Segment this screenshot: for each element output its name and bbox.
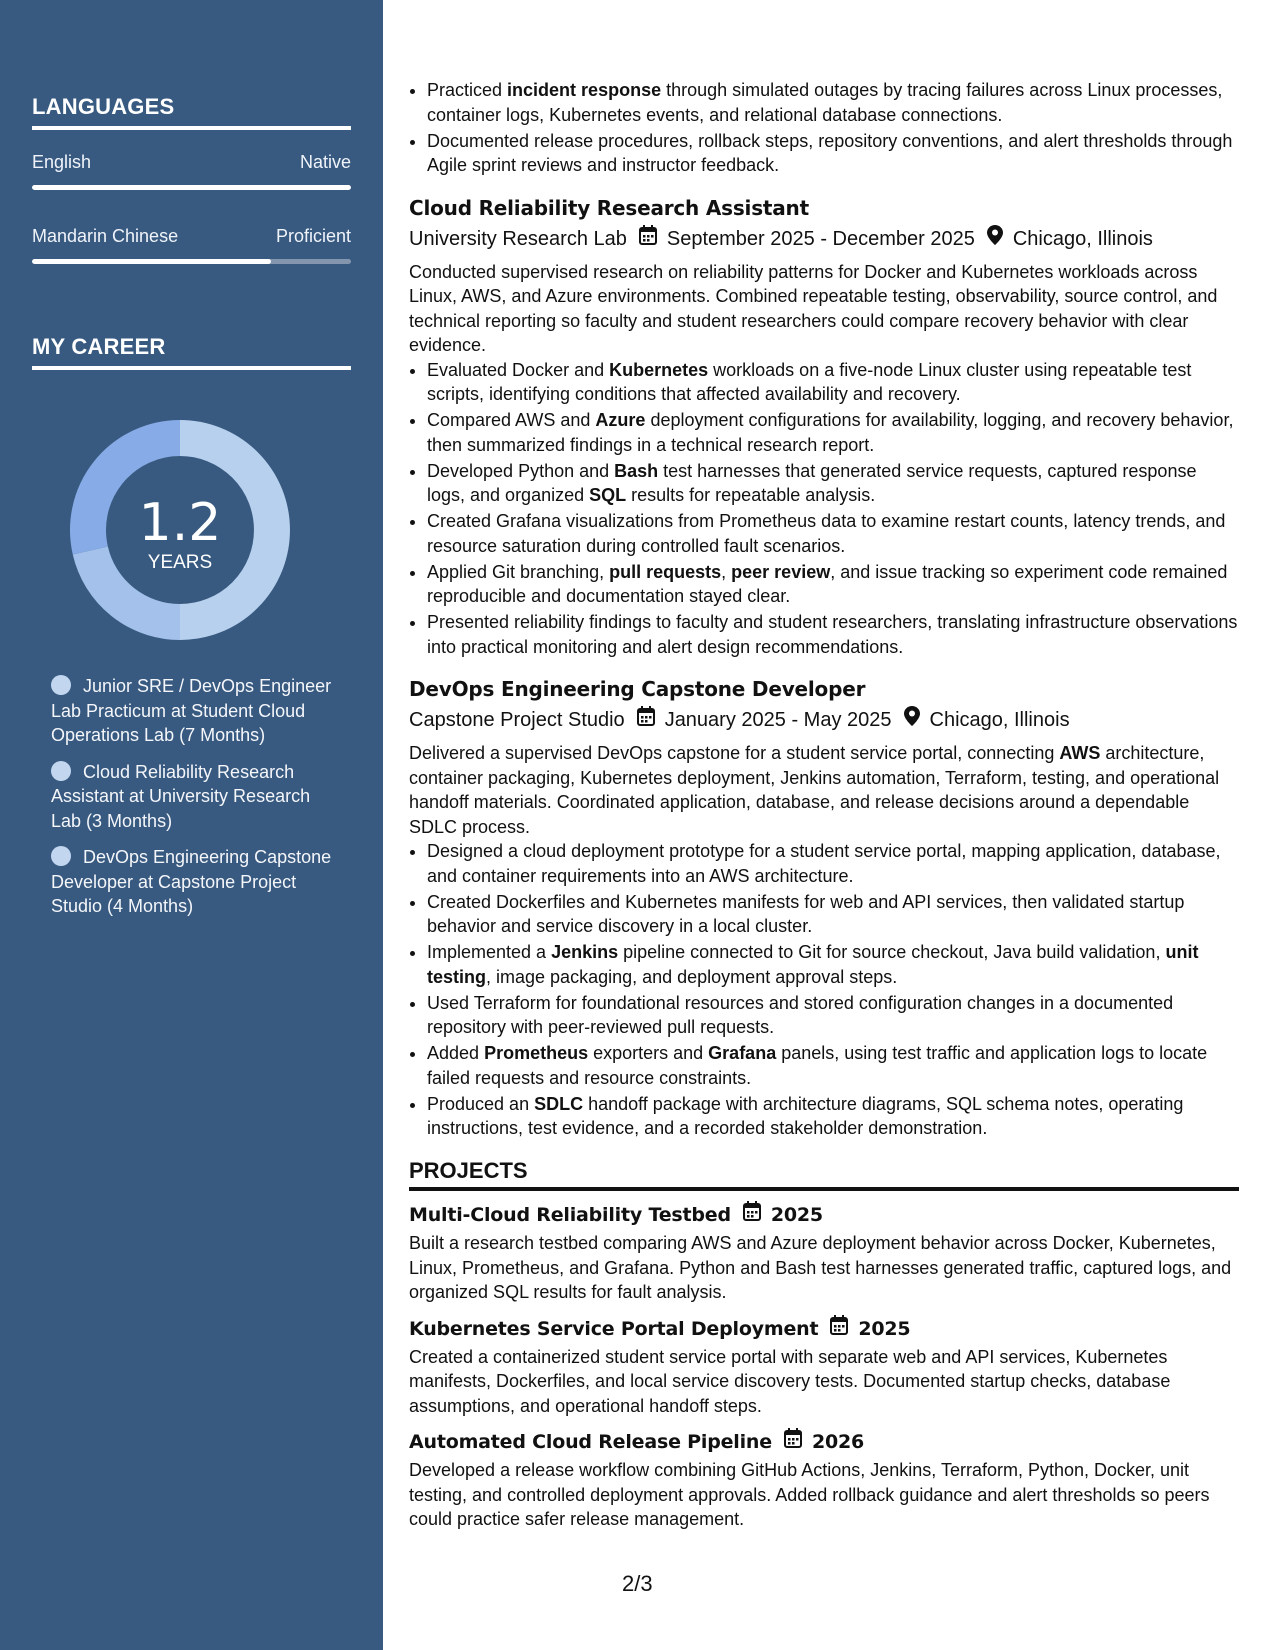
project-entry <box>409 1315 1239 1419</box>
language-item <box>32 152 351 190</box>
bullet-item: • Evaluated Docker and Kubernetes workloads on a five-node Linux cluster using repeatable test scripts, identifying conditions that affected availability and recovery. <box>427 358 1239 407</box>
language-proficiency-fill <box>32 259 271 264</box>
job-dates: September 2025 - December 2025 <box>666 227 975 250</box>
language-item <box>32 226 351 264</box>
project-description: Created a containerized student service portal with separate web and API services, Kubernetes manifests, Dockerfiles, and local service discovery tests. Documented startup checks, database assumptions, and operational handoff steps. <box>409 1346 1171 1416</box>
bullet-item: • Used Terraform for foundational resources and stored configuration changes in a documented repository with peer-reviewed pull requests. <box>427 991 1239 1040</box>
calendar-icon <box>830 1315 848 1343</box>
bullet-dot-icon <box>51 675 71 695</box>
job-location: Chicago, Illinois <box>1012 227 1153 250</box>
job-description: Delivered a supervised DevOps capstone for a student service portal, connecting AWS architecture, container packaging, Kubernetes deployment, Jenkins automation, Terraform, testing, and operational handoff materials. Coordinated application, database, and release decisions around a dependable SDLC process. <box>409 743 1220 837</box>
project-description: Developed a release workflow combining GitHub Actions, Jenkins, Terraform, Python, Docker, unit testing, and controlled deployment approvals. Added rollback guidance and alert thresholds so peers could practice safer release management. <box>409 1460 1210 1529</box>
experience-continued-bullets <box>409 78 1239 178</box>
bullet-item: • Created Dockerfiles and Kubernetes manifests for web and API services, then validated startup behavior and service discovery in a local cluster. <box>427 890 1239 939</box>
career-list <box>51 674 336 931</box>
project-title-row <box>409 1315 1239 1343</box>
project-year: 2026 <box>811 1431 865 1453</box>
bullet-item: • Added Prometheus exporters and Grafana panels, using test traffic and application logs to locate failed requests and resource constraints. <box>427 1041 1239 1090</box>
job-meta <box>409 706 1239 734</box>
career-years-value: 1.2 <box>138 493 222 553</box>
career-item: Cloud Reliability Research Assistant at University Research Lab (3 Months) <box>51 761 311 831</box>
language-name: Mandarin Chinese <box>32 226 179 246</box>
career-heading: MY CAREER <box>32 334 351 370</box>
language-proficiency-bar <box>32 185 351 190</box>
job-bullets <box>409 839 1239 1141</box>
job-org: University Research Lab <box>409 227 627 250</box>
job-title: Cloud Reliability Research Assistant <box>409 195 809 220</box>
project-title: Automated Cloud Release Pipeline <box>409 1431 772 1453</box>
job-location: Chicago, Illinois <box>929 709 1070 731</box>
sidebar <box>0 0 383 1650</box>
career-item: DevOps Engineering Capstone Developer at Capstone Project Studio (4 Months) <box>51 847 332 916</box>
bullet-item: • Practiced incident response through simulated outages by tracing failures across Linux processes, container logs, Kubernetes events, and relational database connections. <box>427 78 1239 127</box>
job-title: DevOps Engineering Capstone Developer <box>409 677 866 701</box>
projects-heading: PROJECTS <box>409 1159 1239 1192</box>
main-content <box>409 78 1239 1532</box>
bullet-item: • Implemented a Jenkins pipeline connected to Git for source checkout, Java build validation, unit testing, image packaging, and deployment approval steps. <box>427 940 1239 989</box>
career-item: Junior SRE / DevOps Engineer Lab Practicum at Student Cloud Operations Lab (7 Months) <box>51 676 332 745</box>
project-title: Kubernetes Service Portal Deployment <box>409 1317 819 1340</box>
location-pin-icon <box>904 706 920 734</box>
bullet-dot-icon <box>51 761 71 781</box>
bullet-item: • Documented release procedures, rollback steps, repository conventions, and alert thresholds through Agile sprint reviews and instructor feedback. <box>427 129 1239 178</box>
job-meta <box>409 225 1239 253</box>
project-title-row <box>409 1201 1239 1229</box>
language-level: Native <box>299 152 351 172</box>
project-description: Built a research testbed comparing AWS and Azure deployment behavior across Docker, Kubernetes, Linux, Prometheus, and Grafana. Python and Bash test harnesses generated traffic, captured logs, and organized SQL results for fault analysis. <box>409 1233 1232 1302</box>
job-description: Conducted supervised research on reliability patterns for Docker and Kubernetes workloads across Linux, AWS, and Azure environments. Combined repeatable testing, observability, source control, and technical reporting so faculty and student researchers could compare recovery behavior with clear evidence. <box>409 261 1218 355</box>
job-entry <box>409 675 1239 1141</box>
job-bullets <box>409 358 1239 660</box>
bullet-item: • Compared AWS and Azure deployment configurations for availability, logging, and recovery behavior, then summarized findings in a technical research report. <box>427 408 1239 457</box>
calendar-icon <box>784 1428 802 1456</box>
calendar-icon <box>637 706 655 734</box>
bullet-item: • Created Grafana visualizations from Prometheus data to examine restart counts, latency trends, and resource saturation during controlled fault scenarios. <box>427 509 1239 558</box>
career-years-unit: YEARS <box>147 552 213 573</box>
calendar-icon <box>743 1201 761 1229</box>
calendar-icon <box>639 225 657 253</box>
project-entry <box>409 1428 1239 1532</box>
language-name: English <box>32 152 92 172</box>
language-proficiency-bar <box>32 259 351 264</box>
job-entry <box>409 194 1239 660</box>
bullet-item: • Produced an SDLC handoff package with architecture diagrams, SQL schema notes, operating instructions, test evidence, and a recorded stakeholder demonstration. <box>427 1092 1239 1141</box>
location-pin-icon <box>987 225 1003 253</box>
job-org: Capstone Project Studio <box>409 709 625 731</box>
bullet-item: • Applied Git branching, pull requests, peer review, and issue tracking so experiment code remained reproducible and documentation stayed clear. <box>427 560 1239 609</box>
bullet-item: • Presented reliability findings to faculty and student researchers, translating infrastructure observations into practical monitoring and alert design recommendations. <box>427 610 1239 659</box>
bullet-item: • Developed Python and Bash test harnesses that generated service requests, captured response logs, and organized SQL results for repeatable analysis. <box>427 459 1239 508</box>
language-proficiency-fill <box>32 185 351 190</box>
career-donut-chart <box>60 410 300 650</box>
job-dates: January 2025 - May 2025 <box>664 709 892 731</box>
language-level: Proficient <box>275 226 351 246</box>
project-entry <box>409 1201 1239 1305</box>
project-title: Multi-Cloud Reliability Testbed <box>409 1204 731 1226</box>
project-year: 2025 <box>858 1317 911 1340</box>
languages-heading: LANGUAGES <box>32 94 351 130</box>
bullet-dot-icon <box>51 846 71 866</box>
project-title-row <box>409 1428 1239 1456</box>
page-number: 2/3 <box>622 1571 653 1596</box>
project-year: 2025 <box>770 1204 823 1226</box>
bullet-item: • Designed a cloud deployment prototype for a student service portal, mapping application, database, and container requirements into an AWS architecture. <box>427 839 1239 888</box>
